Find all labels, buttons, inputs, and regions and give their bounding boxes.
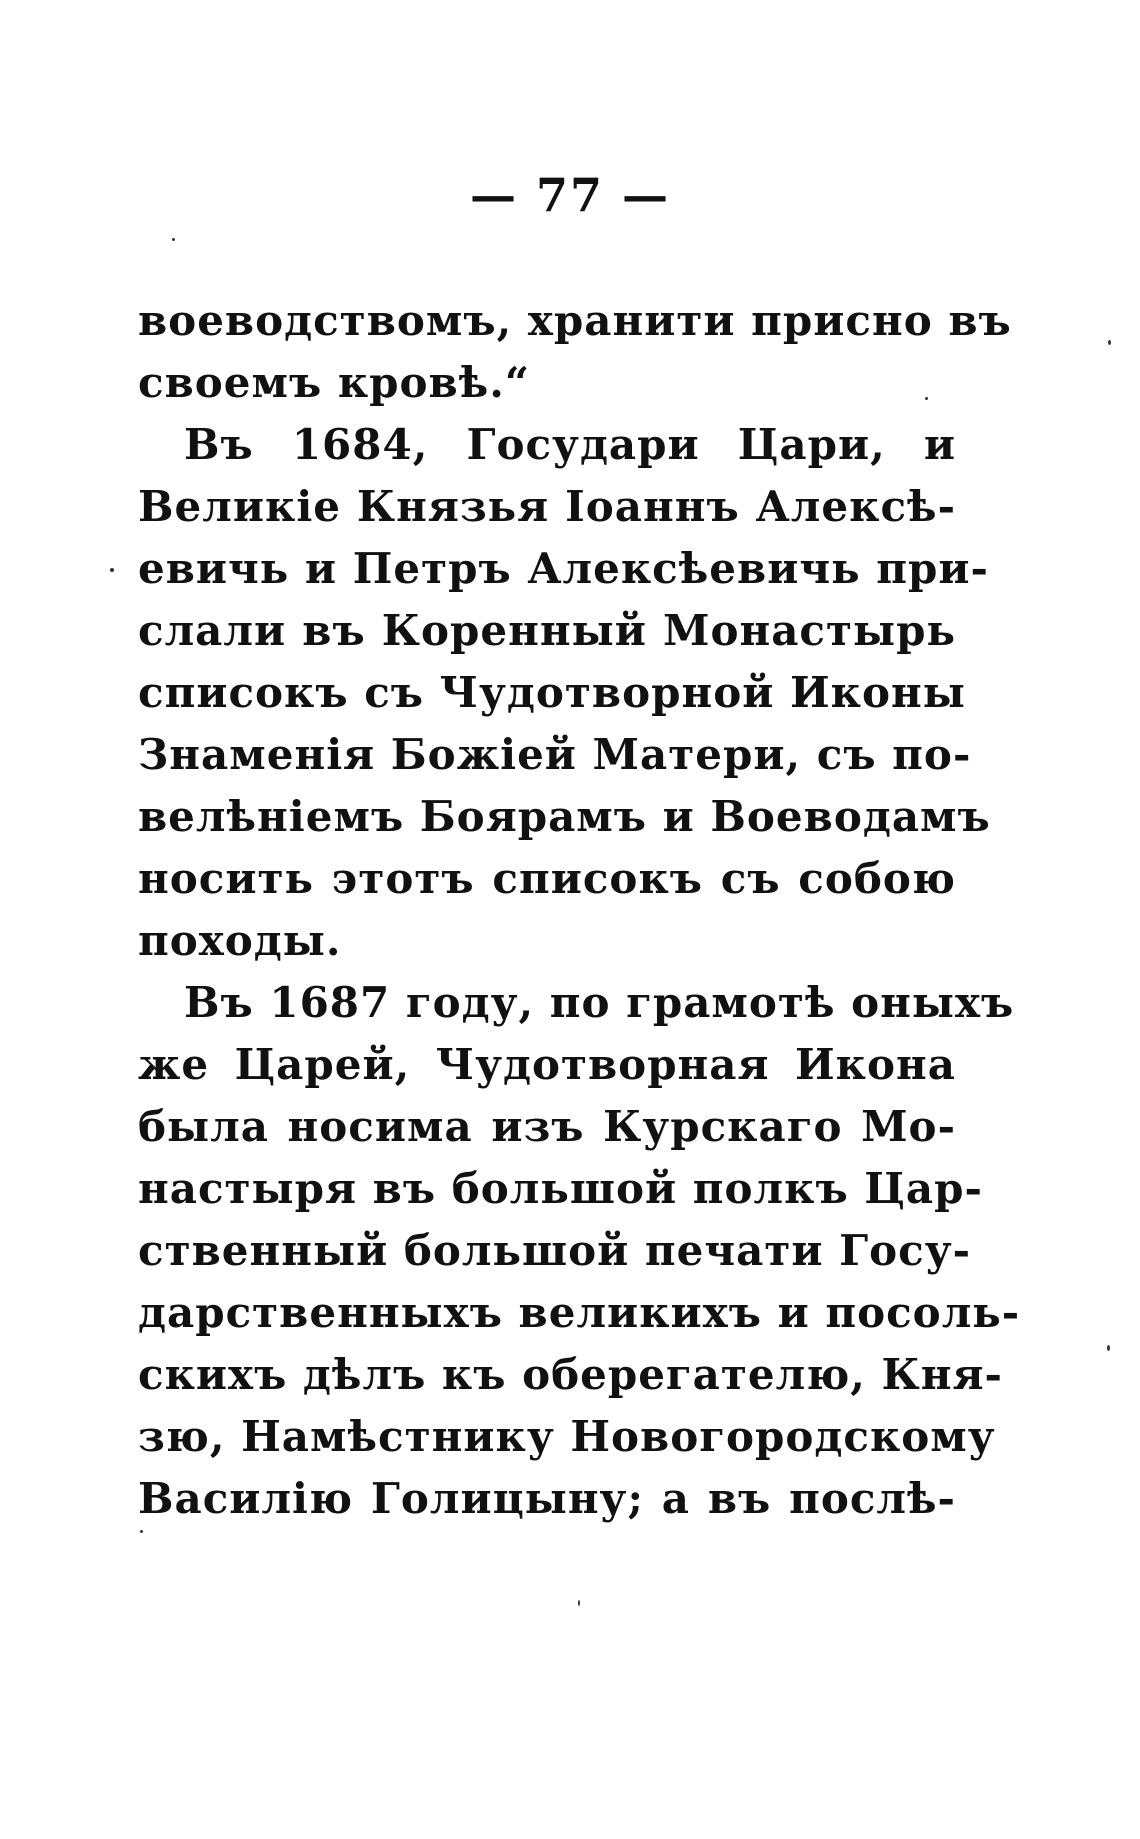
text-line: Великіе Князья Іоаннъ Алексѣ- bbox=[138, 482, 956, 531]
text-line: была носима изъ Курскаго Мо- bbox=[138, 1102, 956, 1151]
paragraph-3 bbox=[138, 972, 1021, 1530]
text-line: Василію Голицыну; а въ послѣ- bbox=[138, 1474, 956, 1523]
text-line: ственный большой печати Госу- bbox=[138, 1226, 972, 1275]
text-line: дарственныхъ великихъ и посоль- bbox=[138, 1288, 1021, 1337]
text-line: носить этотъ списокъ съ собою bbox=[138, 854, 956, 903]
text-line: же Царей, Чудотворная Икона bbox=[138, 1040, 956, 1089]
scan-speck bbox=[1108, 340, 1111, 345]
text-line: своемъ кровѣ.“ bbox=[138, 358, 531, 407]
text-line: походы. bbox=[138, 916, 342, 965]
scan-speck bbox=[925, 397, 928, 400]
body-text bbox=[138, 290, 1021, 1530]
text-line: Въ 1687 году, по грамотѣ оныхъ bbox=[184, 978, 1015, 1027]
text-line: велѣніемъ Боярамъ и Воеводамъ bbox=[138, 792, 991, 841]
scan-speck bbox=[1107, 1345, 1110, 1351]
text-line: Знаменія Божіей Матери, съ по- bbox=[138, 730, 972, 779]
text-line: зю, Намѣстнику Новогородскому bbox=[138, 1412, 996, 1461]
text-line: списокъ съ Чудотворной Иконы bbox=[138, 668, 966, 717]
page-number: — 77 — bbox=[469, 168, 671, 222]
text-line: настыря въ большой полкъ Цар- bbox=[138, 1164, 983, 1213]
paragraph-2 bbox=[138, 414, 991, 972]
scan-speck bbox=[578, 1600, 580, 1606]
text-line: евичь и Петръ Алексѣевичь при- bbox=[138, 544, 989, 593]
scan-speck bbox=[140, 1530, 143, 1533]
paragraph-1 bbox=[138, 290, 1012, 414]
text-line: воеводствомъ, хранити присно въ bbox=[138, 296, 1012, 345]
text-line: Въ 1684, Государи Цари, и bbox=[184, 420, 956, 469]
scan-speck bbox=[110, 568, 114, 572]
scan-speck bbox=[172, 238, 175, 241]
text-line: скихъ дѣлъ къ оберегателю, Кня- bbox=[138, 1350, 1003, 1399]
text-line: слали въ Коренный Монастырь bbox=[138, 606, 956, 655]
